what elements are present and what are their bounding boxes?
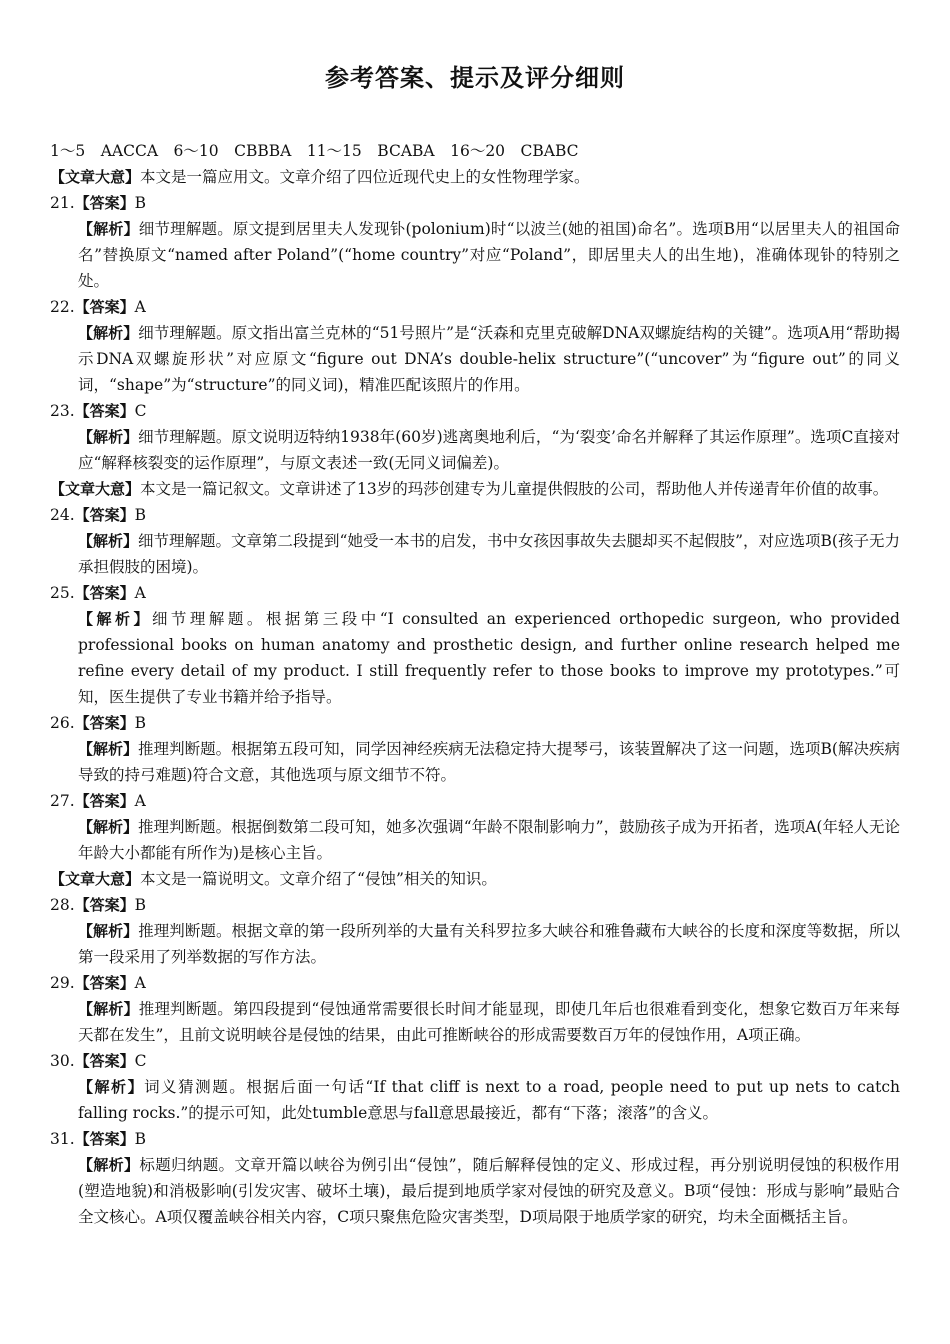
item-header	[50, 710, 900, 736]
answer-item-31	[50, 1126, 900, 1230]
analysis-text: 细节理解题。原文说明迈特纳1938年(60岁)逃离奥地利后，“为‘裂变’命名并解释了其运作原理”。选项C直接对应“解释核裂变的运作原理”，与原文表述一致(无同义词偏差)。	[78, 428, 900, 472]
item-analysis	[50, 320, 900, 398]
answer-item-21	[50, 190, 900, 294]
answer-item-26	[50, 710, 900, 788]
answer-content	[50, 138, 900, 1230]
item-answer: C	[134, 1052, 147, 1070]
answer-tag: 【答案】	[74, 1052, 135, 1070]
analysis-text: 细节理解题。根据第三段中“I consulted an experienced orthopedic surgeon, who provided professional books on human anatomy and prosthetic design, and further online research helped me refine every detail of my product. I still frequently refer to those books to improve my prototypes.”可知，医生提供了专业书籍并给予指导。	[78, 610, 900, 706]
item-answer: A	[134, 792, 146, 810]
answer-item-27	[50, 788, 900, 866]
analysis-tag: 【解析】	[78, 428, 139, 446]
answer-tag: 【答案】	[74, 974, 135, 992]
answer-tag: 【答案】	[74, 714, 135, 732]
summary-tag: 【文章大意】	[50, 870, 141, 888]
answer-tag: 【答案】	[74, 298, 135, 316]
item-answer: A	[134, 974, 146, 992]
item-analysis	[50, 918, 900, 970]
analysis-text: 细节理解题。文章第二段提到“她受一本书的启发，书中女孩因事故失去腿却买不起假肢”，对应选项B(孩子无力承担假肢的困境)。	[78, 532, 900, 576]
analysis-tag: 【解析】	[78, 740, 139, 758]
item-header	[50, 294, 900, 320]
analysis-tag: 【解析】	[78, 532, 139, 550]
analysis-text: 词义猜测题。根据后面一句话“If that cliff is next to a road, people need to put up nets to catch falling rocks.”的提示可知，此处tumble意思与fall意思最接近，都有“下落；滚落”的含义。	[78, 1078, 900, 1122]
summary-c	[50, 866, 900, 892]
item-analysis	[50, 814, 900, 866]
item-number: 24.	[50, 506, 75, 524]
analysis-text: 标题归纳题。文章开篇以峡谷为例引出“侵蚀”，随后解释侵蚀的定义、形成过程，再分别说明侵蚀的积极作用(塑造地貌)和消极影响(引发灾害、破坏土壤)，最后提到地质学家对侵蚀的研究及意义。B项“侵蚀：形成与影响”最贴合全文核心。A项仅覆盖峡谷相关内容，C项只聚焦危险灾害类型，D项局限于地质学家的研究，均未全面概括主旨。	[78, 1156, 900, 1226]
item-answer: B	[134, 506, 147, 524]
item-number: 30.	[50, 1052, 75, 1070]
analysis-tag: 【解析】	[78, 1000, 139, 1018]
item-header	[50, 1126, 900, 1152]
item-answer: B	[134, 896, 147, 914]
item-answer: B	[134, 1130, 147, 1148]
item-answer: A	[134, 298, 146, 316]
analysis-text: 细节理解题。原文指出富兰克林的“51号照片”是“沃森和克里克破解DNA双螺旋结构的关键”。选项A用“帮助揭示DNA双螺旋形状”对应原文“figure out DNA’s double-helix structure”(“uncover”为“figure out”的同义词，“shape”为“structure”的同义词)，精准匹配该照片的作用。	[78, 324, 900, 394]
answer-item-22	[50, 294, 900, 398]
item-header	[50, 580, 900, 606]
answer-item-30	[50, 1048, 900, 1126]
item-analysis	[50, 736, 900, 788]
item-header	[50, 398, 900, 424]
analysis-text: 推理判断题。根据第五段可知，同学因神经疾病无法稳定持大提琴弓，该装置解决了这一问题，选项B(解决疾病导致的持弓难题)符合文意，其他选项与原文细节不符。	[78, 740, 900, 784]
answer-item-28	[50, 892, 900, 970]
answer-tag: 【答案】	[74, 896, 135, 914]
item-answer: B	[134, 194, 147, 212]
item-number: 31.	[50, 1130, 75, 1148]
item-number: 26.	[50, 714, 75, 732]
page-title: 参考答案、提示及评分细则	[325, 64, 625, 92]
item-header	[50, 970, 900, 996]
answer-tag: 【答案】	[74, 792, 135, 810]
analysis-tag: 【解析】	[78, 324, 139, 342]
summary-tag: 【文章大意】	[50, 480, 141, 498]
item-number: 27.	[50, 792, 75, 810]
analysis-text: 推理判断题。第四段提到“侵蚀通常需要很长时间才能显现，即使几年后也很难看到变化，想象它数百万年来每天都在发生”，且前文说明峡谷是侵蚀的结果，由此可推断峡谷的形成需要数百万年的侵蚀作用，A项正确。	[78, 1000, 900, 1044]
analysis-text: 推理判断题。根据倒数第二段可知，她多次强调“年龄不限制影响力”，鼓励孩子成为开拓者，选项A(年轻人无论年龄大小都能有所作为)是核心主旨。	[78, 818, 900, 862]
analysis-text: 细节理解题。原文提到居里夫人发现钋(polonium)时“以波兰(她的祖国)命名”。选项B用“以居里夫人的祖国命名”替换原文“named after Poland”(“home country”对应“Poland”，即居里夫人的出生地)，准确体现钋的特别之处。	[78, 220, 900, 290]
answer-item-25	[50, 580, 900, 710]
item-header	[50, 502, 900, 528]
item-header	[50, 1048, 900, 1074]
item-header	[50, 788, 900, 814]
analysis-text: 推理判断题。根据文章的第一段所列举的大量有关科罗拉多大峡谷和雅鲁藏布大峡谷的长度和深度等数据，所以第一段采用了列举数据的写作方法。	[78, 922, 900, 966]
item-analysis	[50, 1074, 900, 1126]
item-number: 25.	[50, 584, 75, 602]
summary-b	[50, 476, 900, 502]
summary-a	[50, 164, 900, 190]
item-number: 22.	[50, 298, 75, 316]
analysis-tag: 【解析】	[78, 818, 139, 836]
summary-tag: 【文章大意】	[50, 168, 141, 186]
item-header	[50, 190, 900, 216]
answer-tag: 【答案】	[74, 402, 135, 420]
item-number: 23.	[50, 402, 75, 420]
summary-text: 本文是一篇说明文。文章介绍了“侵蚀”相关的知识。	[140, 870, 497, 888]
item-number: 29.	[50, 974, 75, 992]
item-analysis	[50, 424, 900, 476]
item-analysis	[50, 528, 900, 580]
analysis-tag: 【解析】	[78, 922, 139, 940]
analysis-tag: 【解析】	[78, 220, 139, 238]
analysis-tag: 【解析】	[78, 1078, 145, 1096]
analysis-tag: 【解析】	[78, 1156, 140, 1174]
answer-item-29	[50, 970, 900, 1048]
answer-item-24	[50, 502, 900, 580]
item-header	[50, 892, 900, 918]
answer-tag: 【答案】	[74, 194, 135, 212]
answer-tag: 【答案】	[74, 584, 135, 602]
item-answer: A	[134, 584, 146, 602]
item-analysis	[50, 996, 900, 1048]
answer-item-23	[50, 398, 900, 476]
item-number: 28.	[50, 896, 75, 914]
multiple-choice-answers: 1～5 AACCA 6～10 CBBBA 11～15 BCABA 16～20 CBABC	[50, 142, 579, 160]
item-answer: B	[134, 714, 147, 732]
item-analysis	[50, 216, 900, 294]
summary-text: 本文是一篇记叙文。文章讲述了13岁的玛莎创建专为儿童提供假肢的公司，帮助他人并传递青年价值的故事。	[140, 480, 889, 498]
item-answer: C	[134, 402, 147, 420]
answer-tag: 【答案】	[74, 506, 135, 524]
item-analysis	[50, 1152, 900, 1230]
analysis-tag: 【解析】	[78, 610, 152, 628]
item-number: 21.	[50, 194, 75, 212]
summary-text: 本文是一篇应用文。文章介绍了四位近现代史上的女性物理学家。	[140, 168, 590, 186]
answer-tag: 【答案】	[74, 1130, 135, 1148]
item-analysis	[50, 606, 900, 710]
